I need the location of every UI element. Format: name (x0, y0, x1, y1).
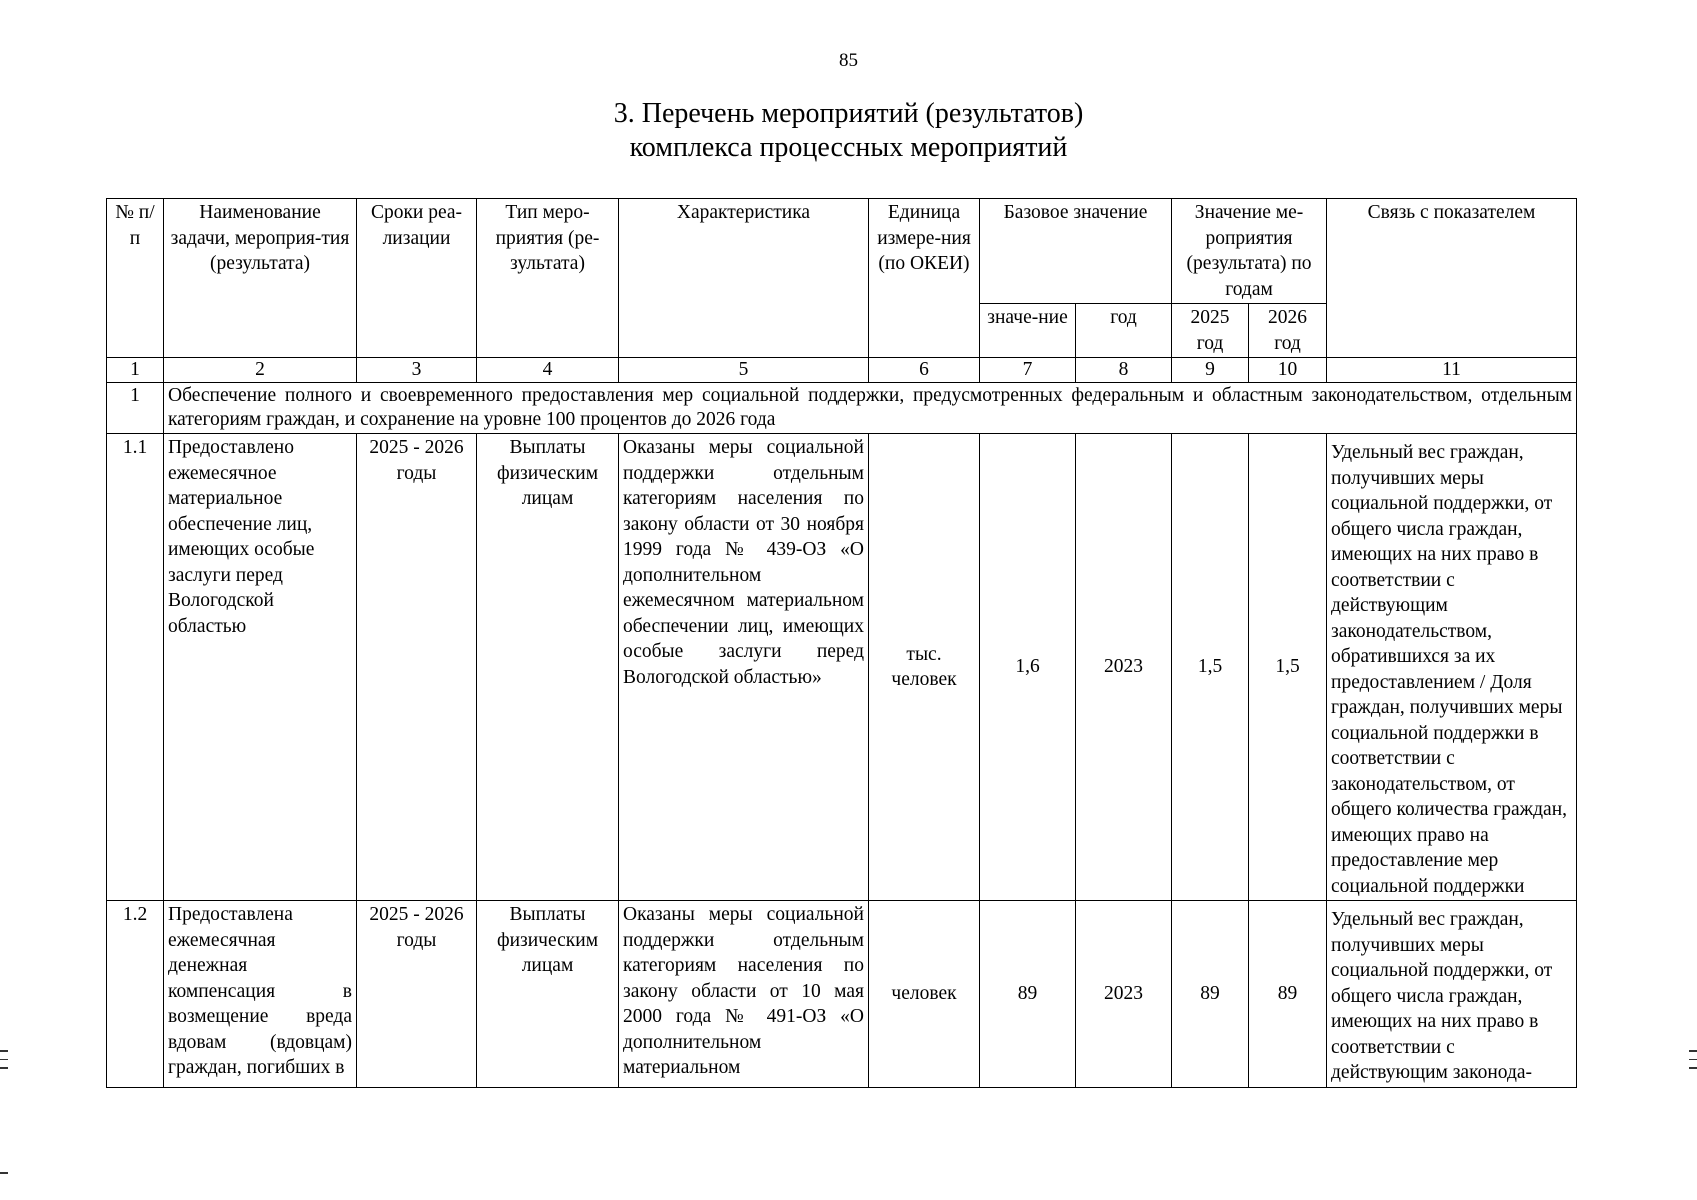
column-number: 11 (1327, 358, 1577, 383)
page-number: 85 (839, 50, 858, 71)
row-value-2026: 1,5 (1249, 434, 1327, 901)
header-num: № п/п (107, 199, 164, 358)
title-line-2: комплекса процессных мероприятий (629, 132, 1068, 163)
column-number: 9 (1172, 358, 1249, 383)
header-base-year: год (1076, 304, 1172, 358)
row-characteristic: Оказаны меры социальной поддержки отдельным категориям населения по закону области от 10 мая 2000 года № 491-ОЗ «О дополнительном материальном (619, 901, 869, 1088)
row-name: Предоставлена ежемесячная денежная компенсация в возмещение вреда вдовам (вдовцам) граждан, погибших в (164, 901, 357, 1088)
row-num: 1.2 (107, 901, 164, 1088)
row-terms: 2025 - 2026 годы (357, 434, 477, 901)
header-type: Тип меро-приятия (ре-зультата) (477, 199, 619, 358)
header-2026: 2026 год (1249, 304, 1327, 358)
header-values-by-year: Значение ме-роприятия (результата) по годам (1172, 199, 1327, 304)
header-characteristic: Характеристика (619, 199, 869, 358)
header-base: Базовое значение (980, 199, 1172, 304)
column-number: 10 (1249, 358, 1327, 383)
column-number: 8 (1076, 358, 1172, 383)
row-characteristic: Оказаны меры социальной поддержки отдельным категориям населения по закону области от 30 ноября 1999 года № 439-ОЗ «О дополнительном ежемесячном материальном обеспечении лиц, имеющих особые заслуги перед Вологодской областью» (619, 434, 869, 901)
table-row (107, 901, 1577, 1088)
task-row (107, 383, 1577, 434)
column-number: 4 (477, 358, 619, 383)
row-num: 1.1 (107, 434, 164, 901)
task-text: Обеспечение полного и своевременного предоставления мер социальной поддержки, предусмотренных федеральным и областным законодательством, отдельным категориям граждан, и сохранение на уровне 100 процентов до 2026 года (164, 383, 1577, 434)
row-base-value: 89 (980, 901, 1076, 1088)
header-2025: 2025 год (1172, 304, 1249, 358)
header-unit: Единица измере-ния (по ОКЕИ) (869, 199, 980, 358)
measures-table (106, 198, 1577, 1088)
title-line-1: 3. Перечень мероприятий (результатов) (613, 98, 1084, 129)
scan-margin-marks-left (0, 1050, 10, 1076)
column-number: 3 (357, 358, 477, 383)
scan-margin-marks-right (1687, 1050, 1697, 1076)
row-base-value: 1,6 (980, 434, 1076, 901)
table-row (107, 434, 1577, 901)
row-value-2025: 89 (1172, 901, 1249, 1088)
column-number: 7 (980, 358, 1076, 383)
row-terms: 2025 - 2026 годы (357, 901, 477, 1088)
task-num: 1 (107, 383, 164, 434)
column-number: 2 (164, 358, 357, 383)
row-unit: тыс. человек (869, 434, 980, 901)
column-number: 5 (619, 358, 869, 383)
row-name: Предоставлено ежемесячное материальное обеспечение лиц, имеющих особые заслуги перед Вологодской областью (164, 434, 357, 901)
header-link: Связь с показателем (1327, 199, 1577, 358)
header-name: Наименование задачи, мероприя-тия (результата) (164, 199, 357, 358)
header-terms: Сроки реа-лизации (357, 199, 477, 358)
row-type: Выплаты физическим лицам (477, 901, 619, 1088)
header-base-value: значе-ние (980, 304, 1076, 358)
column-number: 6 (869, 358, 980, 383)
row-unit: человек (869, 901, 980, 1088)
row-link: Удельный вес граждан, получивших меры социальной поддержки, от общего числа граждан, имеющих на них право в соответствии с действующим законодательством, обратившихся за их предоставлением / Доля граждан, получивших меры социальной поддержки в соответствии с законодательством, от общего количества граждан, имеющих право на предоставление мер социальной поддержки (1327, 434, 1577, 901)
row-value-2025: 1,5 (1172, 434, 1249, 901)
row-value-2026: 89 (1249, 901, 1327, 1088)
column-numbers-row (107, 358, 1577, 383)
row-type: Выплаты физическим лицам (477, 434, 619, 901)
header-row-1 (107, 199, 1577, 304)
scan-margin-mark (0, 1172, 8, 1174)
row-base-year: 2023 (1076, 901, 1172, 1088)
column-number: 1 (107, 358, 164, 383)
row-link: Удельный вес граждан, получивших меры социальной поддержки, от общего числа граждан, имеющих на них право в соответствии с действующим законода- (1327, 901, 1577, 1088)
row-base-year: 2023 (1076, 434, 1172, 901)
page-title (0, 97, 1697, 165)
